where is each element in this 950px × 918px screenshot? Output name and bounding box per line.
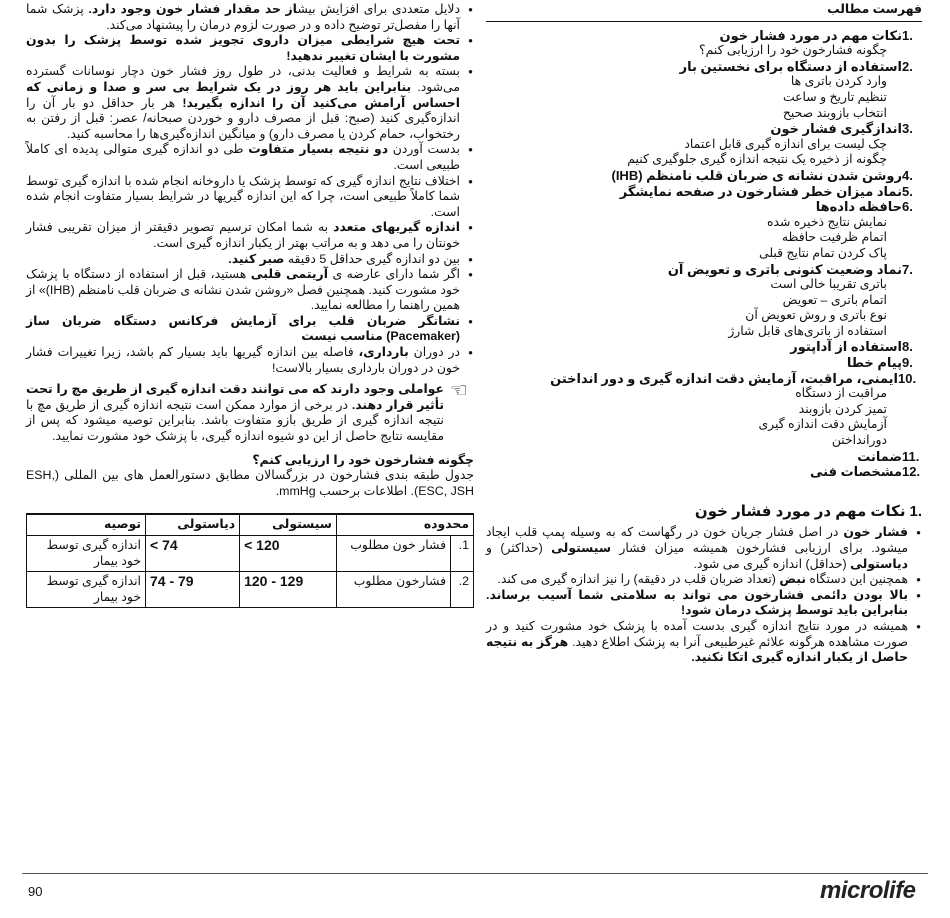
toc-subitems — [486, 277, 922, 339]
bullet-bold: صبر کنید. — [228, 251, 285, 266]
bullet-pre: دلایل متعددی برای افزایش بیش — [297, 2, 460, 16]
toc-title-text: استفاده از دستگاه برای نخستین بار — [679, 58, 902, 74]
row-diastolic: 74 - 79 — [146, 572, 240, 608]
table-header-row — [27, 514, 474, 535]
toc-item-11 — [486, 449, 922, 465]
eval-text: جدول طبقه بندی فشارخون در بزرگسالان مطابق دستورالعمل های بین المللی (ESH, ESC, JSH). اطلاعات برحسب mmHg. — [26, 468, 474, 498]
logo-text: microlife — [820, 877, 916, 904]
row-range: فشار خون مطلوب — [337, 536, 451, 572]
row-recommendation: اندازه گیری توسط خود بیمار — [27, 536, 146, 572]
bullet-post: فاصله بین اندازه گیریها باید بسیار کم باشد، زیرا تغییرات فشار خون در دوران بارداری بسیار بالاست! — [26, 345, 460, 375]
list-item — [26, 267, 474, 314]
header-recommendation: توصیه — [27, 514, 146, 535]
bullet-pre: اگر شما دارای عارضه ی — [327, 267, 461, 282]
bullet-post: به شما امکان ترسیم تصویر دقیقتر از میزان تقریبی فشار خونتان را می دهد و به مراتب بهتر از یکبار اندازه گیری است. — [26, 220, 460, 250]
toc-subitem: اتمام باتری – تعویض — [782, 292, 887, 307]
row-systolic: 120 - 129 — [240, 572, 337, 608]
bullet-bold: بالا بودن دائمی فشارخون می تواند به سلامتی شما آسیب برساند. بنابراین باید توسط پزشک درمان شود! — [486, 587, 908, 618]
bullet-post: هستید، قبل از استفاده از دستگاه با پزشک خود مشورت کنید. همچنین فصل «روشن شدن نشانه ی ضربان قلب نامنظم (IHB)» از همین راهنما را مطالعه نمایید. — [26, 267, 461, 313]
toc-number: 11. — [902, 448, 920, 464]
list-item — [26, 33, 474, 64]
toc-subitems — [486, 215, 922, 262]
bullet-pre: در دوران — [408, 345, 460, 360]
toc-number: 2. — [902, 58, 913, 74]
toc-subitem: تمیز کردن بازوبند — [798, 401, 887, 416]
list-item — [26, 142, 474, 173]
bullet-post: (تعداد ضربان قلب در دقیقه) را نیز اندازه گیری می کند. — [497, 572, 780, 587]
toc-item-12 — [486, 464, 922, 480]
pointing-hand-icon: ☜ — [450, 380, 468, 403]
toc-title-text: مشخصات فنی — [810, 464, 902, 480]
list-item — [486, 572, 922, 588]
bullet-bold: دو نتیجه بسیار متفاوت — [248, 142, 389, 157]
section-1-title: نکات مهم در مورد فشار خون — [694, 502, 906, 520]
section-1-number: 1. — [909, 502, 922, 520]
row-diastolic: < 74 — [146, 536, 240, 572]
bullet-bold2: سیستولی — [551, 541, 612, 555]
toc-subitem: انتخاب بازوبند صحیح — [782, 105, 887, 120]
list-item — [26, 314, 474, 345]
toc-item-2 — [486, 59, 922, 75]
toc-subitem: آزمایش دقت اندازه گیری — [758, 417, 887, 432]
toc-title-text: نکات مهم در مورد فشار خون — [719, 27, 902, 43]
bullet-pre: بسته به شرایط و فعالیت بدنی، در طول روز فشار خون دچار نوسانات گسترده می‌شود. — [26, 64, 460, 94]
header-range: محدوده — [337, 514, 474, 535]
bullet-pre: اختلاف نتایج اندازه گیری که توسط پزشک یا داروخانه انجام شده با اندازه گیری توسط شما کاملاً طبیعی است، چرا که این اندازه گیریها در شرایط بسیار متفاوت انجام شده است. — [26, 173, 460, 219]
row-recommendation: اندازه گیری توسط خود بیمار — [27, 572, 146, 608]
wrist-note — [26, 382, 474, 444]
toc-number: 9. — [902, 355, 913, 371]
bp-classification-table — [26, 513, 474, 608]
toc-subitem: چگونه فشارخون خود را ارزیابی کنم؟ — [699, 43, 887, 58]
section-1-heading — [486, 504, 922, 520]
toc-subitems — [486, 74, 922, 121]
toc-item-10 — [486, 371, 922, 387]
list-item — [26, 174, 474, 221]
toc-subitem: باتری تقریبا خالی است — [770, 277, 887, 292]
toc-title: فهرست مطالب — [486, 2, 922, 22]
header-diastolic: دیاستولی — [146, 514, 240, 535]
bullet-post: در اصل فشار جریان خون در رگهاست که به وسیله پمپ قلب ایجاد میشود. برای ارزیابی فشارخون همیشه میزان فشار — [486, 525, 909, 555]
list-item — [26, 64, 474, 142]
table-row — [27, 536, 474, 572]
toc-item-7 — [486, 262, 922, 278]
toc-subitems — [486, 386, 922, 448]
toc-title-text: ضمانت — [857, 448, 902, 464]
list-item — [26, 252, 474, 268]
toc-subitem: نوع باتری و روش تعویض آن — [745, 308, 887, 323]
toc-subitem: چگونه از ذخیره یک نتیجه اندازه گیری جلوگیری کنیم — [627, 152, 887, 167]
toc-number: 6. — [902, 199, 913, 215]
toc-item-6 — [486, 199, 922, 215]
toc-number: 7. — [902, 261, 913, 277]
list-item — [26, 220, 474, 251]
toc-subitem: چک لیست برای اندازه گیری قابل اعتماد — [684, 136, 887, 151]
toc-item-4 — [486, 168, 922, 184]
bullet-bold: نبض — [779, 572, 806, 587]
bullet-bold: از حد مقدار فشار خون وجود دارد. — [88, 2, 298, 16]
bullet-bold: بنابراین باید هر روز در یک شرایط بی سر و صدا و زمانی که احساس آرامش می‌کنید آن را اندازه بگیرید! — [26, 79, 460, 110]
right-column — [486, 2, 922, 666]
toc-title-text: روشن شدن نشانه ی ضربان قلب نامنظم (IHB) — [611, 167, 902, 183]
toc-title-text: حافظه داده‌ها — [815, 199, 902, 215]
toc-subitem: تنظیم تاریخ و ساعت — [782, 89, 887, 104]
left-bullet-list — [26, 2, 474, 376]
toc-number: 10. — [898, 370, 917, 386]
note-text — [26, 382, 444, 444]
toc-subitems — [486, 137, 922, 168]
row-systolic: < 120 — [240, 536, 337, 572]
list-item — [486, 525, 922, 572]
bullet-pre: همیشه در مورد نتایج اندازه گیری بدست آمده با پزشک خود مشورت کنید و در صورت مشاهده هرگونه علائم غیرطبیعی آنرا به پزشک اطلاع دهید. — [486, 618, 908, 649]
bullet-bold: فشار خون — [843, 525, 908, 540]
toc-item-3 — [486, 121, 922, 137]
list-item — [26, 345, 474, 376]
eval-heading: چگونه فشارخون خود را ارزیابی کنم؟ — [252, 452, 474, 467]
bullet-pre: همچنین این دستگاه — [805, 572, 908, 587]
toc-title-text: پیام خطا — [846, 355, 902, 371]
bullet-bold: نشانگر ضربان قلب برای آزمایش فرکانس دستگاه ضربان ساز (Pacemaker) مناسب نیست — [26, 313, 460, 344]
table-row — [27, 572, 474, 608]
row-range: فشارخون مطلوب — [337, 572, 451, 608]
toc-subitem: مراقبت از دستگاه — [795, 386, 887, 401]
toc-number: 5. — [902, 183, 913, 199]
toc-subitem: دورانداختن — [831, 433, 887, 448]
toc-subitem: وارد کردن باتری ها — [790, 74, 887, 89]
toc-subitems — [486, 43, 922, 59]
toc-number: 4. — [902, 167, 913, 183]
toc-item-9 — [486, 355, 922, 371]
bullet-post: طی دو اندازه گیری متوالی پدیده ای کاملاً طبیعی است. — [26, 142, 460, 172]
toc-item-8 — [486, 339, 922, 355]
table-of-contents — [486, 28, 922, 480]
bullet-bold: اندازه گیریهای متعدد — [333, 220, 460, 235]
toc-number: 1. — [902, 27, 913, 43]
list-item — [486, 619, 922, 666]
left-column — [26, 2, 474, 608]
bullet-pre: بین دو اندازه گیری حداقل 5 دقیقه — [284, 251, 460, 266]
toc-subitem: استفاده از باتری‌های قابل شارژ — [728, 323, 887, 338]
toc-number: 12. — [902, 464, 921, 480]
bullet-post: پزشک شما آنها را مفصل‌تر توضیح داده و در صورت لزوم درمان را پیشنهاد می‌کند. — [26, 2, 460, 32]
toc-subitem: پاک کردن تمام نتایج قبلی — [759, 245, 887, 260]
bullet-post: هر بار حداقل دو بار آن را اندازه‌گیری کنید (صبح: قبل از مصرف دارو و خوردن صبحانه/ عصر: قبل از رفتن به رختخواب، حمام کردن یا مصرف دارو) و میانگین اندازه‌گیری‌ها را محاسبه کنید. — [26, 95, 460, 141]
row-number: 2. — [451, 572, 474, 608]
toc-subitem: اتمام ظرفیت حافظه — [781, 230, 887, 245]
toc-title-text: نماد میزان خطر فشارخون در صفحه نمایشگر — [619, 183, 902, 199]
row-number: 1. — [451, 536, 474, 572]
toc-number: 3. — [902, 121, 913, 137]
toc-item-5 — [486, 184, 922, 200]
bullet-bold: تحت هیچ شرایطی میزان داروی تجویز شده توسط پزشک را بدون مشورت با ایشان تغییر ندهید! — [26, 33, 460, 63]
toc-item-1 — [486, 28, 922, 44]
toc-title-text: استفاده از آداپتور — [790, 339, 902, 355]
note-bold: عواملی وجود دارند که می توانند دقت اندازه گیری از طریق مچ را تحت تأثیر قرار دهند. — [26, 382, 444, 412]
bullet-bold: آریتمی قلبی — [250, 267, 328, 282]
toc-number: 8. — [902, 339, 913, 355]
toc-title-text: اندازگیری فشار خون — [770, 121, 902, 137]
toc-subitem: نمایش نتایج ذخیره شده — [767, 214, 887, 229]
bullet-bold: هرگز به نتیجه حاصل از یکبار اندازه گیری اتکا نکنید. — [486, 634, 908, 665]
right-bullet-list — [486, 525, 922, 665]
bullet-bold3: دیاستولی — [850, 556, 908, 571]
microlife-logo — [820, 877, 916, 905]
toc-title-text: ایمنی، مراقبت، آزمایش دقت اندازه گیری و دور انداختن — [550, 370, 898, 386]
list-item — [486, 588, 922, 619]
bullet-pre: بدست آوردن — [388, 142, 461, 157]
footer-divider — [22, 873, 928, 874]
toc-title-text: نماد وضعیت کنونی باتری و تعویض آن — [667, 261, 902, 277]
bullet-post2: (حداکثر) و — [486, 541, 552, 555]
bullet-bold: بارداری، — [358, 345, 409, 360]
header-systolic: سیستولی — [240, 514, 337, 535]
note-rest: در برخی از موارد ممکن است نتیجه اندازه گیری از طریق مچ با نتیجه اندازه گیری از طریق بازو متفاوت باشد. بنابراین توصیه میشود که پس از مقایسه نتایج حاصل از این دو شیوه اندازه گیری، با پزشک خود مشورت نمایید. — [26, 397, 444, 444]
page-number: 90 — [28, 884, 43, 899]
bullet-post3: (حداقل) اندازه گیری می شود. — [693, 556, 851, 571]
list-item — [26, 2, 474, 33]
